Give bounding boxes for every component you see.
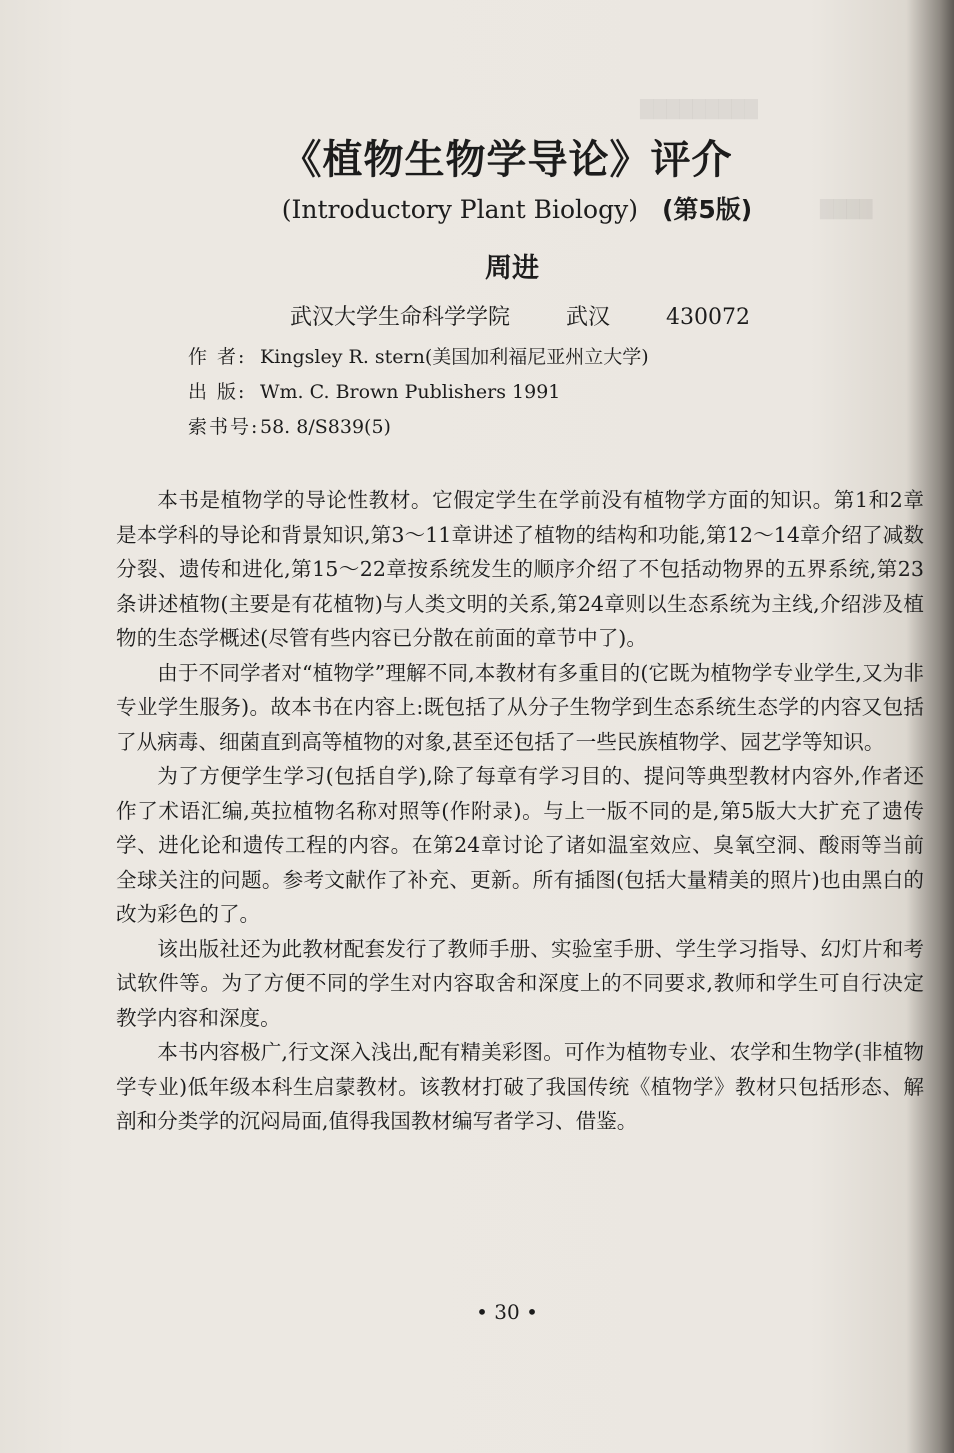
article-subtitle: [0, 190, 954, 226]
bleed-through-text: ████: [820, 200, 873, 220]
meta-callno-value: 58. 8/S839(5): [260, 416, 391, 438]
subtitle-edition: (第5版): [661, 195, 753, 224]
article-title: 《植物生物学导论》评介: [281, 137, 733, 183]
bleed-through-text: █████████: [640, 100, 758, 120]
affiliation-postcode: 430072: [666, 305, 751, 330]
affiliation-city: 武汉: [566, 305, 611, 330]
body-paragraph: 由于不同学者对“植物学”理解不同,本教材有多重目的(它既为植物学专业学生,又为非专业学生服务)。故本书在内容上:既包括了从分子生物学到生态系统生态学的内容又包括了从病毒、细菌直到高等植物的对象,甚至还包括了一些民族植物学、园艺学等知识。: [116, 660, 924, 754]
meta-callno-label: 索书号:: [188, 416, 260, 438]
body-paragraph: 本书内容极广,行文深入浅出,配有精美彩图。可作为植物专业、农学和生物学(非植物学专业)低年级本科生启蒙教材。该教材打破了我国传统《植物学》教材只包括形态、解剖和分类学的沉闷局面,值得我国教材编写者学习、借鉴。: [116, 1040, 924, 1133]
meta-author-row: [188, 340, 649, 375]
subtitle-english: (Introductory Plant Biology): [281, 195, 638, 224]
body-paragraph: 为了方便学生学习(包括自学),除了每章有学习目的、提问等典型教材内容外,作者还作了术语汇编,英拉植物名称对照等(作附录)。与上一版不同的是,第5版大大扩充了遗传学、进化论和遗传工程的内容。在第24章讨论了诸如温室效应、臭氧空洞、酸雨等当前全球关注的问题。参考文献作了补充、更新。所有插图(包括大量精美的照片)也由黑白的改为彩色的了。: [116, 764, 924, 926]
page-number: • 30 •: [476, 1300, 538, 1324]
body-paragraph: 本书是植物学的导论性教材。它假定学生在学前没有植物学方面的知识。第1和2章是本学科的导论和背景知识,第3～11章讲述了植物的结构和功能,第12～14章介绍了减数分裂、遗传和进化,第15～22章按系统发生的顺序介绍了不包括动物界的五界系统,第23条讲述植物(主要是有花植物)与人类文明的关系,第24章则以生态系统为主线,介绍涉及植物的生态学概述(尽管有些内容已分散在前面的章节中了)。: [116, 488, 924, 650]
book-metadata: [188, 340, 649, 445]
meta-callno-row: [188, 410, 649, 445]
meta-publisher-label: 出 版:: [188, 381, 247, 403]
meta-publisher-row: [188, 375, 649, 410]
body-paragraph: 该出版社还为此教材配套发行了教师手册、实验室手册、学生学习指导、幻灯片和考试软件等。为了方便不同的学生对内容取舍和深度上的不同要求,教师和学生可自行决定教学内容和深度。: [116, 936, 924, 1030]
reviewer-affiliation: [290, 300, 806, 331]
reviewer-name: 周进: [485, 253, 539, 284]
meta-author-value: Kingsley R. stern(美国加利福尼亚州立大学): [260, 346, 649, 368]
meta-publisher-value: Wm. C. Brown Publishers 1991: [260, 381, 561, 403]
meta-author-label: 作 者:: [188, 346, 247, 368]
affiliation-institution: 武汉大学生命科学学院: [290, 305, 511, 330]
review-body: [116, 483, 924, 1139]
